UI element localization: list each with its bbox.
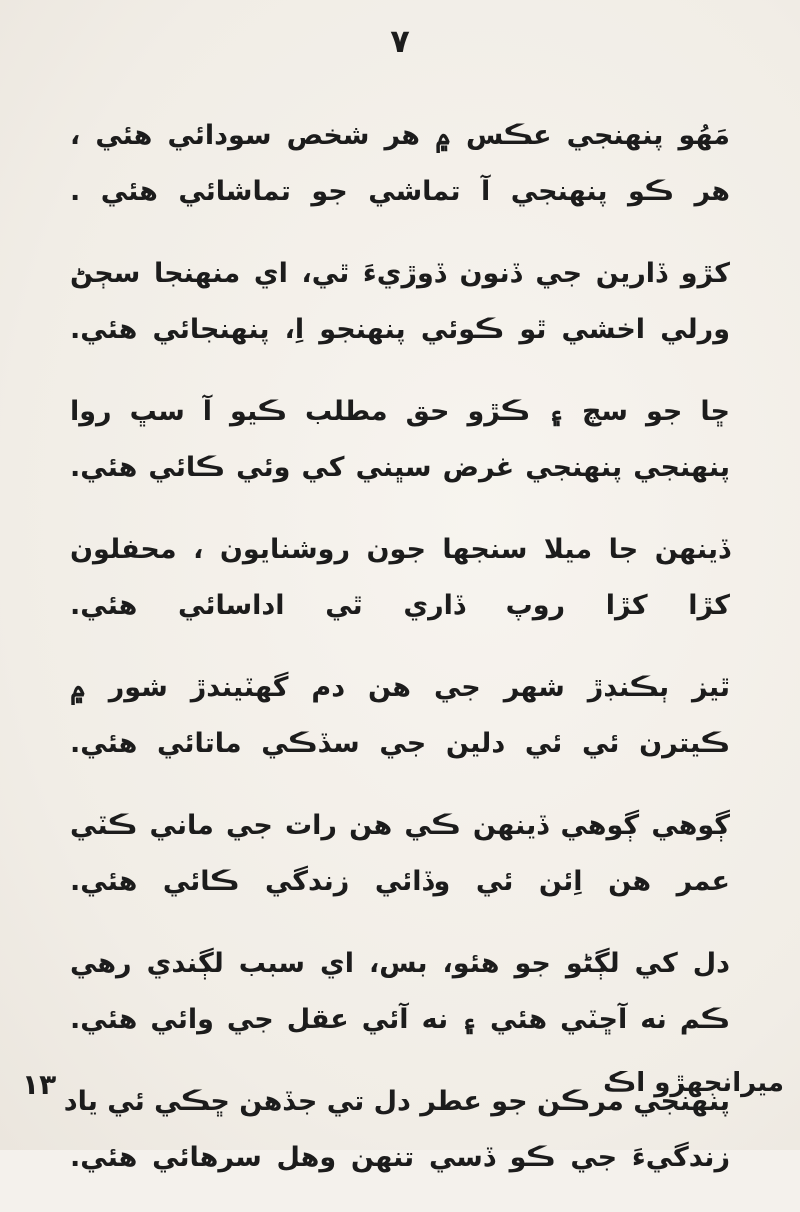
poem-line: ڏينهن جا ميلا سنجها جون روشنايون ، محفلون [70, 534, 730, 565]
stanza-6 [70, 798, 730, 910]
poem-line: عمر هن اِئن ئي وڏائي زندگي ڪائي هئي. [70, 866, 730, 897]
poem-line: ٿيز ٻڪنڊڙ شهر جي هن دم گهٽيندڙ شور ۾ [70, 672, 730, 703]
poem-line: پنهنجي پنهنجي غرض سڀني کي وئي ڪائي هئي. [70, 452, 730, 483]
stanza-2 [70, 246, 730, 358]
catchword: ميرانجهڙو اڪ [603, 1068, 784, 1098]
poem-line: پنهنجي مرڪن جو عطر دل تي جڏهن ڇڪي ئي ياد [63, 1086, 730, 1117]
poem-line: ڪم نه آڇٽي هئي ۽ نه آئي عقل جي وائي هئي. [70, 1004, 730, 1035]
stanza-5 [70, 660, 730, 772]
poem-line: ڳوهي ڳوهي ڏينهن ڪي هن رات جي ماني ڪٽي [70, 810, 730, 841]
stanza-3 [70, 384, 730, 496]
poem-line: زندگيءَ جي ڪو ڏسي تنهن وهل سرهائي هئي. [70, 1142, 730, 1173]
stanza-4 [70, 522, 730, 634]
stanza-1 [70, 108, 730, 220]
folio-number: ١٣ [22, 1068, 57, 1101]
page-number: ٧ [390, 22, 410, 60]
stanza-7 [70, 936, 730, 1048]
poem-line: ڇا جو سچ ۽ ڪڙو حق مطلب ڪيو آ سڀ روا [70, 396, 730, 427]
poem-line: هر ڪو پنهنجي آ تماشي جو تماشائي هئي . [70, 176, 730, 207]
poem-line: ورلي اخشي ٿو ڪوئي پنهنجو اِ، پنهنجائي هئي. [70, 314, 730, 345]
poem-line: دل کي لڳڻو جو هئو، بس، اي سبب لڳندي رهي [70, 948, 730, 979]
poem-line: کڙو ڏارين جي ڏنون ڏوڙيءَ ٿي، اي منهنجا سڄڻ [70, 258, 730, 289]
poem-line: مَهُو پنهنجي عڪس ۾ هر شخص سودائي هئي ، [70, 120, 730, 151]
poem-line: کڙا کڙا روپ ڏاري ٿي اداسائي هئي. [70, 590, 730, 621]
poem-line: ڪيترن ئي ئي دلين جي سڏڪي ماتائي هئي. [70, 728, 730, 759]
poem [63, 108, 730, 1212]
